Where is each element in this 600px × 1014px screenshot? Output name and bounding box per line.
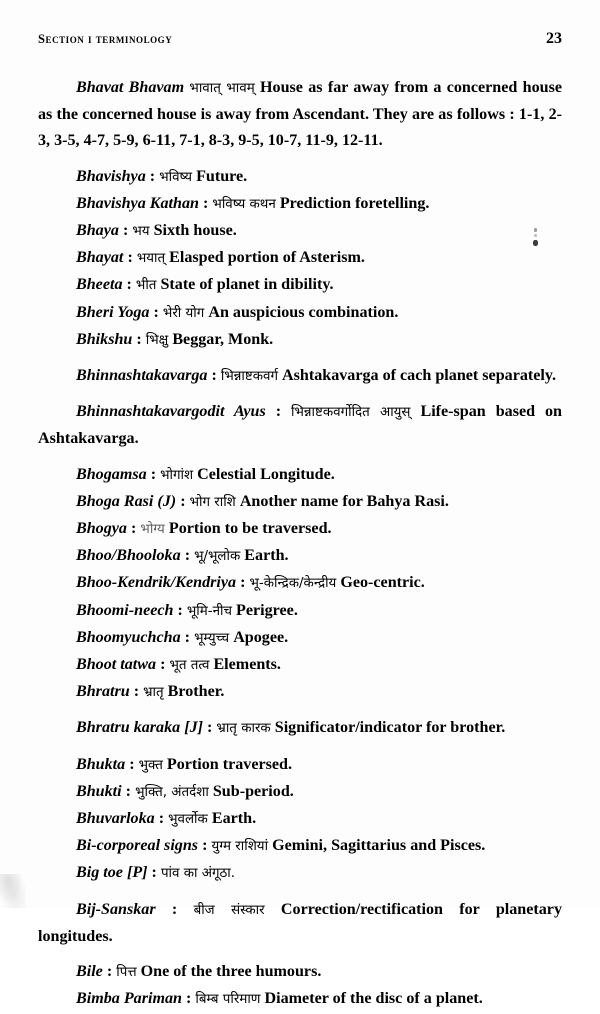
entry-separator: : <box>203 194 209 212</box>
glossary-entry <box>38 570 562 597</box>
entry-devanagari: भ्रातृ <box>143 685 164 701</box>
glossary-entry <box>38 598 562 625</box>
glossary-entry <box>38 489 562 516</box>
glossary-entry <box>38 191 562 218</box>
entry-term: Bile <box>76 963 103 981</box>
entry-devanagari: भविष्य <box>159 169 193 185</box>
entry-devanagari: भोग्य <box>140 522 165 538</box>
entry-gloss: Brother. <box>167 683 225 701</box>
glossary-entry <box>38 860 562 887</box>
entry-gloss: Elasped portion of Asterism. <box>169 249 365 267</box>
entry-separator: : <box>151 864 157 882</box>
glossary-entry <box>38 245 562 272</box>
entry-separator: : <box>171 900 178 918</box>
entry-devanagari: भूत तत्व <box>169 658 210 674</box>
entry-devanagari: भुक्ति, अंतर्दशा <box>135 784 209 800</box>
entry-gloss: One of the three humours. <box>140 963 322 981</box>
entry-term: Bheri Yoga <box>76 303 150 321</box>
glossary-entry <box>38 399 562 452</box>
entry-devanagari: भेरी योग <box>162 305 205 321</box>
entry-gloss: Another name for Bahya Rasi. <box>239 492 449 510</box>
entry-devanagari: भिन्नाष्टकवर्ग <box>220 369 278 385</box>
entry-separator: : <box>180 492 186 510</box>
entry-gloss: Sub-period. <box>212 782 294 800</box>
entry-term: Bhayat <box>76 249 124 267</box>
glossary-entry <box>38 363 562 390</box>
entry-devanagari: भिन्नाष्टकवर्गोदित आयुस् <box>291 405 411 421</box>
entry-term: Bi-corporeal signs <box>76 837 199 855</box>
entry-term: Bhoomyuchcha <box>76 628 181 646</box>
entry-separator: : <box>150 465 157 483</box>
glossary-entry <box>38 752 562 779</box>
entry-devanagari: भूम्युच्च <box>194 630 230 646</box>
entry-separator: : <box>240 574 246 592</box>
glossary-entry <box>38 516 562 543</box>
entry-separator: : <box>122 222 129 240</box>
entry-devanagari: पांव का अंगूठा. <box>160 866 235 882</box>
entry-gloss: Prediction foretelling. <box>279 194 430 212</box>
entry-term: Bij-Sanskar <box>76 900 156 918</box>
entry-term: Bhratru <box>76 683 130 701</box>
entry-separator: : <box>133 683 140 701</box>
entry-term: Bhinnashtakavargodit Ayus <box>76 403 266 421</box>
entry-gloss: Portion traversed. <box>166 755 293 773</box>
entry-devanagari: भिक्षु <box>145 332 169 348</box>
entry-separator: : <box>275 403 282 421</box>
entry-separator: : <box>158 810 165 828</box>
entry-separator: : <box>184 547 191 565</box>
entry-term: Bhoomi-neech <box>76 601 174 619</box>
entry-devanagari: युग्म राशियां <box>211 839 269 855</box>
glossary-entry <box>38 679 562 706</box>
glossary-entry <box>38 897 562 950</box>
glossary-entry <box>38 625 562 652</box>
entry-term: Bhukti <box>76 782 122 800</box>
glossary-entry <box>38 462 562 489</box>
entry-gloss: Earth. <box>211 810 257 828</box>
entry-term: Big toe [P] <box>76 864 148 882</box>
page-content <box>38 0 562 1014</box>
glossary-entry <box>38 806 562 833</box>
entry-gloss: Geo-centric. <box>340 574 425 592</box>
glossary-entry <box>38 164 562 191</box>
entry-separator: : <box>207 719 213 737</box>
entry-separator: : <box>149 167 156 185</box>
entry-gloss: Gemini, Sagittarius and Pisces. <box>272 837 486 855</box>
entry-gloss: Celestial Longitude. <box>197 465 335 483</box>
glossary-entry <box>38 543 562 570</box>
entry-devanagari: भुक्त <box>138 757 163 773</box>
entry-devanagari: भोग राशि <box>189 494 236 510</box>
entry-separator: : <box>126 276 132 294</box>
entry-term: Bhogya <box>76 520 127 538</box>
entry-gloss: Future. <box>196 167 248 185</box>
entry-term: Bhaya <box>76 222 119 240</box>
entry-term: Bhogamsa <box>76 465 147 483</box>
entry-gloss: Elements. <box>213 656 281 674</box>
entry-separator: : <box>160 656 166 674</box>
entry-separator: : <box>106 963 113 981</box>
entry-term: Bhuvarloka <box>76 810 155 828</box>
entry-devanagari: पित्त <box>116 965 137 981</box>
entry-term: Bheeta <box>76 276 123 294</box>
glossary-entry <box>38 986 562 1013</box>
entry-devanagari: भविष्य कथन <box>212 196 276 212</box>
glossary-entry <box>38 715 562 742</box>
entry-gloss: House as far away from a concerned house as the concerned house is away from Ascendant. They are as follows : 1-1, 2-3, 3-5, 4-7, 5-9, 6-11, 7-1, 8-3, 9-5, 10-7, 11-9, 12-11. <box>38 79 562 150</box>
entry-separator: : <box>211 367 217 385</box>
entry-gloss: Perigree. <box>236 601 298 619</box>
entry-gloss: Correction/rectification for planetary longitudes. <box>38 900 562 945</box>
entry-gloss: State of planet in dibility. <box>160 276 334 294</box>
entry-gloss: Significator/indicator for brother. <box>274 719 506 737</box>
entry-devanagari: भू-केन्द्रिक/केन्द्रीय <box>249 576 337 592</box>
entry-devanagari: भ्रातृ कारक <box>216 721 271 737</box>
entry-devanagari: भीत <box>135 278 157 294</box>
glossary-entry-list <box>38 75 562 1014</box>
entry-term: Bhavat Bhavam <box>76 79 185 96</box>
entry-gloss: Portion to be traversed. <box>168 520 332 538</box>
entry-separator: : <box>202 837 208 855</box>
entry-separator: : <box>131 520 137 538</box>
entry-term: Bhoot tatwa <box>76 656 157 674</box>
entry-separator: : <box>153 303 159 321</box>
glossary-entry <box>38 218 562 245</box>
entry-gloss: Ashtakavarga of cach planet separately. <box>282 367 557 385</box>
entry-gloss: Diameter of the disc of a planet. <box>264 990 483 1008</box>
entry-separator: : <box>136 330 142 348</box>
entry-term: Bhukta <box>76 755 126 773</box>
entry-separator: : <box>184 628 191 646</box>
entry-separator: : <box>129 755 135 773</box>
entry-gloss: Life-span based on Ashtakavarga. <box>38 403 563 448</box>
running-head <box>38 0 562 48</box>
entry-separator: : <box>186 990 192 1008</box>
page-number: 23 <box>546 30 562 47</box>
entry-gloss: Apogee. <box>233 628 289 646</box>
entry-term: Bimba Pariman <box>76 990 182 1008</box>
entry-devanagari: भोगांश <box>160 467 194 483</box>
entry-gloss: Earth. <box>244 547 289 565</box>
glossary-entry <box>38 652 562 679</box>
entry-gloss: Beggar, Monk. <box>172 330 274 348</box>
entry-term: Bhikshu <box>76 330 133 348</box>
glossary-entry <box>38 75 562 155</box>
entry-devanagari: बिम्ब परिमाण <box>195 992 261 1008</box>
glossary-entry <box>38 779 562 806</box>
entry-term: Bhavishya Kathan <box>76 194 199 212</box>
entry-gloss: Sixth house. <box>153 222 237 240</box>
entry-devanagari: बीज संस्कार <box>193 902 265 918</box>
entry-separator: : <box>177 601 183 619</box>
entry-devanagari: भुवर्लोक <box>168 812 208 828</box>
entry-devanagari: भावात् भावम् <box>189 81 255 96</box>
entry-devanagari: भयात् <box>136 251 166 267</box>
glossary-entry <box>38 327 562 354</box>
running-head-title: Section i terminology <box>38 32 173 46</box>
entry-devanagari: भू/भूलोक <box>194 549 241 565</box>
entry-separator: : <box>125 782 132 800</box>
scan-artifact-bottom-left <box>0 874 26 908</box>
entry-term: Bhinnashtakavarga <box>76 367 208 385</box>
entry-term: Bhratru karaka [J] <box>76 719 203 737</box>
glossary-entry <box>38 833 562 860</box>
entry-separator: : <box>127 249 133 267</box>
entry-devanagari: भूमि-नीच <box>186 603 233 619</box>
entry-gloss: An auspicious combination. <box>208 303 399 321</box>
entry-term: Bhoga Rasi (J) <box>76 492 177 510</box>
entry-term: Bhavishya <box>76 167 146 185</box>
glossary-entry <box>38 959 562 986</box>
glossary-entry <box>38 272 562 299</box>
glossary-entry <box>38 300 562 327</box>
entry-devanagari: भय <box>132 224 150 240</box>
entry-term: Bhoo/Bhooloka <box>76 547 181 565</box>
entry-term: Bhoo-Kendrik/Kendriya <box>76 574 237 592</box>
